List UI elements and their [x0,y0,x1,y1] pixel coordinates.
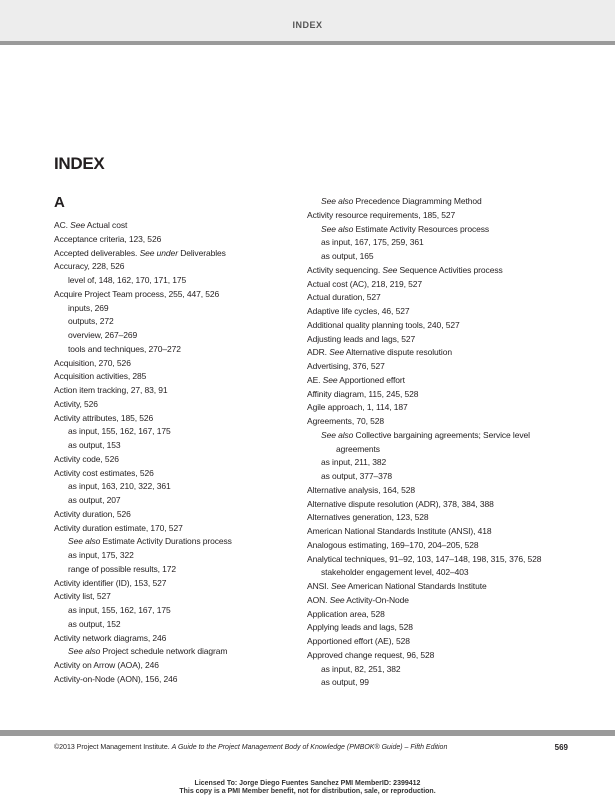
entry-text: as output, 207 [68,495,121,505]
entry-text: Agile approach, 1, 114, 187 [307,402,408,413]
cross-reference-label: See also [68,536,101,547]
entry-text: as input, 155, 162, 167, 175 [68,426,171,437]
footer-copyright: ©2013 Project Management Institute. [54,744,170,751]
entry-text: Activity network diagrams, 246 [54,632,167,643]
index-entry [54,494,324,508]
entry-text: Acquire Project Team process, 255, 447, 526 [54,288,220,299]
entry-text: Action item tracking, 27, 83, 91 [54,385,168,395]
index-entry [54,673,324,687]
index-entry [307,566,577,580]
index-entry [307,333,577,347]
cross-reference-label: See [382,264,398,275]
index-entry [54,425,324,439]
index-entry [307,470,577,484]
entry-text: Apportioned effort (AE), 528 [307,636,410,646]
license-line-2: This copy is a PMI Member benefit, not for distribution, sale, or reproduction. [179,788,436,795]
running-head: INDEX [292,20,323,30]
entry-text: Activity-On-Node [346,594,409,605]
index-entry [307,264,577,278]
entry-text: Affinity diagram, 115, 245, 528 [307,388,419,399]
index-entry [307,291,577,305]
index-entry [54,535,324,549]
cross-reference-label: See [329,347,345,358]
index-entry [307,553,577,567]
index-entry [54,315,324,329]
index-entry [54,398,324,412]
index-entry [54,288,324,302]
index-entry [54,233,324,247]
index-entry [307,498,577,512]
entry-prefix: AC. [54,220,68,230]
index-entry [54,645,324,659]
entry-text: as output, 152 [68,618,121,629]
entry-text: Actual cost (AC), 218, 219, 527 [307,278,423,289]
index-entry [307,250,577,264]
entry-text: Activity resource requirements, 185, 527 [307,209,456,220]
index-entry [307,415,577,429]
index-entry [54,384,324,398]
entry-text: as input, 175, 322 [68,550,134,560]
entry-text: Activity duration estimate, 170, 527 [54,522,183,533]
entry-text: Application area, 528 [307,608,385,619]
cross-reference-label: See also [321,196,354,206]
entry-text: Agreements, 70, 528 [307,416,385,426]
entry-text: Acceptance criteria, 123, 526 [54,233,162,244]
entry-prefix: ADR. [307,347,327,358]
cross-reference-label: See also [68,646,101,657]
cross-reference-label: See [70,220,85,230]
index-column-left [54,194,324,687]
index-entry [54,439,324,453]
page-title: INDEX [54,154,105,173]
index-entry [54,219,324,233]
entry-text: Activity-on-Node (AON), 156, 246 [54,673,178,684]
index-entry [307,278,577,292]
entry-text: outputs, 272 [68,316,114,327]
index-entry [307,236,577,250]
index-entry [307,305,577,319]
entry-text: Deliverables [180,247,226,258]
entry-text: Activity attributes, 185, 526 [54,412,154,423]
index-entry [307,511,577,525]
index-entry [54,618,324,632]
index-entry [54,302,324,316]
entry-text: Apportioned effort [339,374,405,385]
cross-reference-label: See [330,581,346,591]
index-entry [307,223,577,237]
index-entry [54,247,324,261]
entry-text: Applying leads and lags, 528 [307,622,413,633]
index-entry [307,635,577,649]
entry-text: as output, 153 [68,440,121,450]
cross-reference-label: See [322,374,338,385]
entry-prefix: ANSI. [307,581,329,591]
footer-rule [0,730,615,736]
index-entry [307,388,577,402]
entry-text: as input, 163, 210, 322, 361 [68,481,171,492]
index-entry [54,632,324,646]
cross-reference-label: See under [139,247,178,258]
entry-text: inputs, 269 [68,302,109,313]
entry-text: Activity cost estimates, 526 [54,467,154,478]
index-entry [54,549,324,563]
index-entry [307,539,577,553]
index-entry [54,467,324,481]
entry-text: Adaptive life cycles, 46, 527 [307,306,410,316]
entry-text: Sequence Activities process [399,264,503,275]
entry-text: Activity, 526 [54,398,98,409]
entry-text: Collective bargaining agreements; Service level [355,429,530,440]
entry-text: Activity duration, 526 [54,508,131,519]
entry-text: as input, 82, 251, 382 [321,663,401,674]
entry-text: as output, 377–378 [321,471,392,481]
index-entry [54,370,324,384]
index-entry [54,357,324,371]
index-entry [307,621,577,635]
entry-text: as input, 167, 175, 259, 361 [321,237,424,248]
index-entry [307,443,577,457]
index-entry [307,580,577,594]
index-entry [307,594,577,608]
entry-text: Activity on Arrow (AOA), 246 [54,660,159,670]
cross-reference-label: See also [321,223,354,234]
index-entry [54,343,324,357]
entry-text: as input, 211, 382 [321,457,387,468]
index-entry [307,608,577,622]
index-entry [307,663,577,677]
index-entry [307,676,577,690]
entry-text: Alternative analysis, 164, 528 [307,484,416,495]
index-entry [307,525,577,539]
index-entry [54,659,324,673]
footer-citation [54,744,447,751]
index-entry [307,401,577,415]
entry-prefix: AON. [307,594,328,605]
entry-text: Analogous estimating, 169–170, 204–205, 528 [307,539,479,550]
entry-text: as input, 155, 162, 167, 175 [68,605,171,615]
entry-text: Estimate Activity Resources process [355,223,490,234]
entry-text: Approved change request, 96, 528 [307,649,435,660]
section-letter: A [54,194,65,211]
entry-text: as output, 99 [321,677,369,688]
page-number: 569 [554,743,568,752]
index-entry [307,360,577,374]
footer-book-title: A Guide to the Project Management Body of Knowledge (PMBOK® Guide) – Fifth Edition [171,744,448,751]
license-line-1: Licensed To: Jorge Diego Fuentes Sanchez PMI MemberID: 2399412 [194,780,421,787]
index-entry [54,260,324,274]
index-entry [54,590,324,604]
index-entry-list [307,195,577,690]
entry-text: Acquisition, 270, 526 [54,357,131,368]
index-entry [54,329,324,343]
index-entry [307,319,577,333]
index-entry [54,480,324,494]
index-entry [54,522,324,536]
entry-text: tools and techniques, 270–272 [68,343,181,354]
entry-text: Actual cost [86,220,128,230]
index-entry [54,412,324,426]
entry-text: Acquisition activities, 285 [54,371,147,382]
index-entry [307,429,577,443]
entry-prefix: AE. [307,374,321,385]
index-entry [307,456,577,470]
entry-text: American National Standards Institute [347,581,487,591]
entry-text: American National Standards Institute (ANSI), 418 [307,526,492,536]
entry-text: overview, 267–269 [68,330,138,340]
entry-text: Project schedule network diagram [102,646,228,657]
cross-reference-label: See [329,594,345,605]
entry-text: agreements [336,443,380,454]
entry-text: Actual duration, 527 [307,292,381,303]
entry-prefix: Accepted deliverables. [54,247,138,258]
entry-text: Accuracy, 228, 526 [54,261,125,272]
entry-text: level of, 148, 162, 170, 171, 175 [68,275,187,285]
entry-text: Alternatives generation, 123, 528 [307,512,429,523]
index-entry [307,346,577,360]
index-column-right [307,194,577,690]
entry-prefix: Activity sequencing. [307,264,381,275]
entry-text: Activity list, 527 [54,591,111,602]
entry-text: Alternative dispute resolution (ADR), 378, 384, 388 [307,498,494,509]
entry-text: Estimate Activity Durations process [102,536,232,547]
entry-text: Additional quality planning tools, 240, 527 [307,319,460,330]
entry-text: as output, 165 [321,251,374,261]
index-entry [54,577,324,591]
entry-text: Advertising, 376, 527 [307,361,385,371]
index-entry [54,604,324,618]
entry-text: Alternative dispute resolution [345,347,452,358]
entry-text: Adjusting leads and lags, 527 [307,333,416,344]
entry-text: range of possible results, 172 [68,563,177,574]
entry-text: Precedence Diagramming Method [355,196,482,206]
entry-text: Activity code, 526 [54,453,119,464]
license-notice [0,780,615,796]
index-entry-list [54,219,324,687]
index-entry [307,374,577,388]
index-entry [54,453,324,467]
index-entry [54,274,324,288]
entry-text: Analytical techniques, 91–92, 103, 147–148, 198, 315, 376, 528 [307,553,542,564]
entry-text: Activity identifier (ID), 153, 527 [54,577,167,588]
cross-reference-label: See also [321,429,354,440]
index-entry [307,209,577,223]
index-entry [307,195,577,209]
entry-text: stakeholder engagement level, 402–403 [321,567,469,578]
index-entry [54,563,324,577]
index-entry [307,484,577,498]
index-entry [307,649,577,663]
top-header-bar [0,0,615,45]
index-entry [54,508,324,522]
